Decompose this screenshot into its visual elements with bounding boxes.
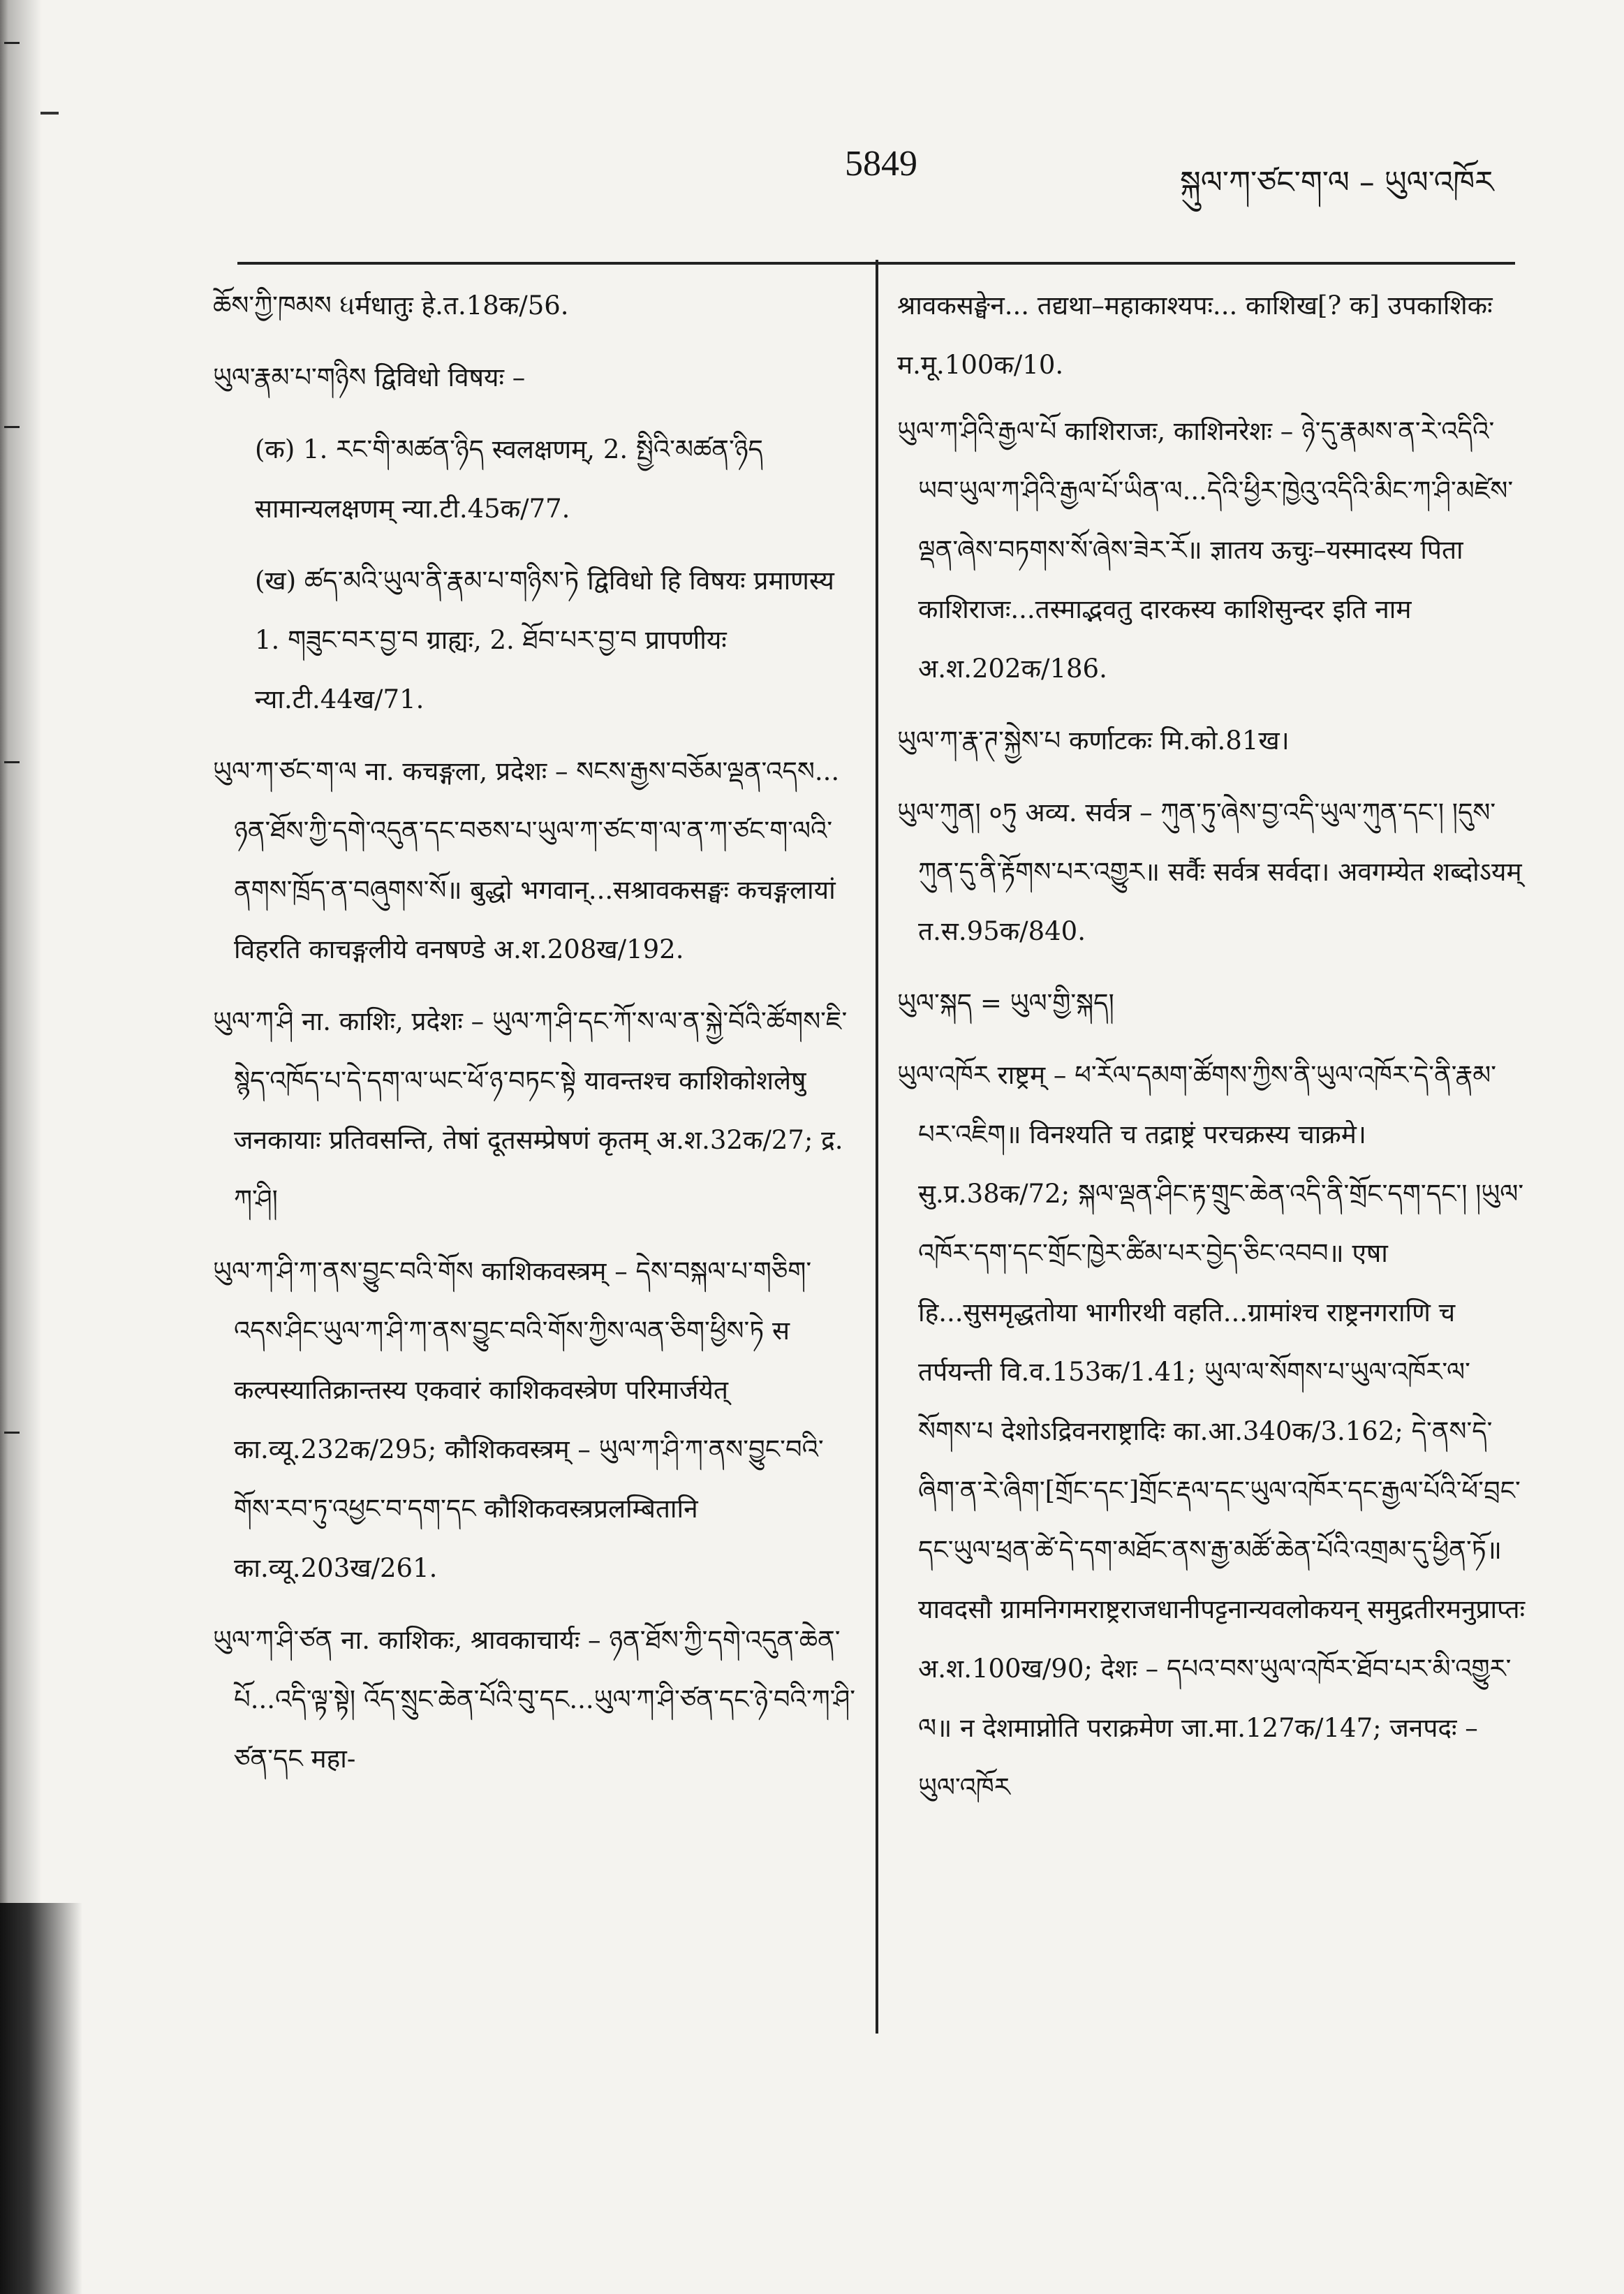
scan-binding-edge <box>0 0 49 2294</box>
dictionary-entry: ཡུལ་འཁོར राष्ट्रम् – ཕ་རོལ་དམག་ཚོགས་ཀྱིས་ནི་ཡུལ་འཁོར་དེ་ནི་རྣམ་པར་འཇིག॥ विनश्यति च तद्राष्ट्रं परचक्रस्य चाक्रमे। सु.प्र.38क/72; སྐལ་ལྡན་ཤིང་རྟ་གྲུང་ཆེན་འདི་ནི་གྲོང་དག་དང་། །ཡུལ་འཁོར་དག་དང་གྲོང་ཁྱེར་ཚིམ་པར་བྱེད་ཅིང་འབབ॥ एषा हि...सुसमृद्धतोया भागीरथी वहति...ग्रामांश्च राष्ट्रनगराणि च तर्पयन्ती वि.व.153क/1.41; ཡུལ་ལ་སོགས་པ་ཡུལ་འཁོར་ལ་སོགས་པ देशोऽद्रिवनराष्ट्रादिः का.आ.340क/3.162; དེ་ནས་དེ་ཞིག་ན་རེ་ཞིག་[གྲོང་དང་]གྲོང་རྡལ་དང་ཡུལ་འཁོར་དང་རྒྱལ་པོའི་ཕོ་བྲང་དང་ཡུལ་ཕྲན་ཚེ་དེ་དག་མཐོང་ནས་རྒྱ་མཚོ་ཆེན་པོའི་འགྲམ་དུ་ཕྱིན་ཏོ॥ यावदसौ ग्रामनिगमराष्ट्रराजधानीपट्टनान्यवलोकयन् समुद्रतीरमनुप्राप्तः अ.श.100ख/90; देशः – དཔའ་བས་ཡུལ་འཁོར་ཐོབ་པར་མི་འགྱུར་ལ॥ न देशमाप्नोति पराक्रमेण जा.मा.127क/147; जनपदः – ཡུལ་འཁོར <box>897 1060 1526 1802</box>
scan-mark <box>4 1432 20 1434</box>
dictionary-entry: ཡུལ་ཀ་ཤི ना. काशिः, प्रदेशः – ཡུལ་ཀ་ཤི་དང་ཀོ་ས་ལ་ན་སྐྱེ་བོའི་ཚོགས་ཇི་སྙེད་འཁོད་པ་དེ་དག་ལ་ཡང་ཕོ་ཉ་བཏང་སྟེ यावन्तश्च काशिकोशलेषु जनकायाः प्रतिवसन्ति, तेषां दूतसम्प्रेषणं कृतम् अ.श.32क/27; द्र. ཀ་ཤི། <box>213 1006 848 1214</box>
dictionary-entry: ཡུལ་ཀ་ཤིའི་རྒྱལ་པོ काशिराजः, काशिनरेशः – ཉེ་དུ་རྣམས་ན་རེ་འདིའི་ཡབ་ཡུལ་ཀ་ཤིའི་རྒྱལ་པོ་ཡིན་ལ...དེའི་ཕྱིར་ཁྱེའུ་འདིའི་མིང་ཀ་ཤི་མཛེས་ལྡན་ཞེས་བཏགས་སོ་ཞེས་ཟེར་རོ॥ ज्ञातय ऊचुः–यस्मादस्य पिता काशिराजः...तस्माद्भवतु दारकस्य काशिसुन्दर इति नाम अ.श.202क/186. <box>897 416 1514 684</box>
running-head: སྐུལ་ཀ་ཙང་ག་ལ – ཡུལ་འཁོར <box>1180 165 1494 200</box>
dictionary-entry: ཡུལ་ཀ་ཤི་ཙན ना. काशिकः, श्रावकाचार्यः – ཉན་ཐོས་ཀྱི་དགེ་འདུན་ཆེན་པོ...འདི་ལྟ་སྟེ། འོད་སྲུང་ཆེན་པོའི་བུ་དང...ཡུལ་ཀ་ཤི་ཙན་དང་ཉེ་བའི་ཀ་ཤི་ཙན་དང महा- <box>213 1625 856 1774</box>
dictionary-entry: ཡུལ་རྣམ་པ་གཉིས द्विविधो विषयः – <box>213 362 526 392</box>
left-column <box>213 276 862 1801</box>
dictionary-entry: ཡུལ་ཀུན། ०ཏུ अव्य. सर्वत्र – ཀུན་ཏུ་ཞེས་བྱ་འདི་ཡུལ་ཀུན་དང་། །དུས་ཀུན་དུ་ནི་རྟོགས་པར་འགྱུར॥ सर्वैः सर्वत्र सर्वदा। अवगम्येत शब्दोऽयम् त.स.95क/840. <box>897 797 1522 946</box>
dictionary-subentry: (क) 1. རང་གི་མཚན་ཉིད स्वलक्षणम्, 2. སྤྱིའི་མཚན་ཉིད सामान्यलक्षणम् न्या.टी.45क/77. <box>255 434 763 524</box>
dictionary-entry: ཡུལ་ཀ་ཤི་ཀ་ནས་བྱུང་བའི་གོས काशिकवस्त्रम् – དེས་བསྐལ་པ་གཅིག་འདས་ཤིང་ཡུལ་ཀ་ཤི་ཀ་ནས་བྱུང་བའི་གོས་ཀྱིས་ལན་ཅིག་ཕྱིས་ཏེ स कल्पस्यातिक्रान्तस्य एकवारं काशिकवस्त्रेण परिमार्जयेत् का.व्यू.232क/295; कौशिकवस्त्रम् – ཡུལ་ཀ་ཤི་ཀ་ནས་བྱུང་བའི་གོས་རབ་ཏུ་འཕྱང་བ་དག་དང कौशिकवस्त्रप्रलम्बितानि का.व्यू.203ख/261. <box>213 1256 824 1583</box>
dictionary-entry: श्रावकसङ्घेन... तद्यथा–महाकाश्यपः... काशिख[? क] उपकाशिकः म.मू.100क/10. <box>897 291 1493 380</box>
scan-mark <box>4 426 20 428</box>
page-number: 5849 <box>845 144 917 184</box>
scan-shadow <box>0 1903 84 2294</box>
scan-mark <box>40 112 59 115</box>
dictionary-entry: ཡུལ་ཀ་རྣ་ཊ་སྐྱེས་པ कर्णाटकः मि.को.81ख। <box>897 726 1290 756</box>
dictionary-entry: ཡུལ་སྐད = ཡུལ་གྱི་སྐད། <box>897 988 1114 1018</box>
dictionary-entry: ཆོས་ཀྱི་ཁམས ધर्मधातुः हे.त.18क/56. <box>213 291 569 321</box>
scan-mark <box>4 761 20 763</box>
right-column <box>897 276 1526 1830</box>
dictionary-entry: ཡུལ་ཀ་ཙང་ག་ལ ना. कचङ्गला, प्रदेशः – སངས་རྒྱས་བཅོམ་ལྡན་འདས... ཉན་ཐོས་ཀྱི་དགེ་འདུན་དང་བཅས་པ་ཡུལ་ཀ་ཙང་ག་ལ་ན་ཀ་ཙང་ག་ལའི་ནགས་ཁྲོད་ན་བཞུགས་སོ॥ बुद्धो भगवान्...सश्रावकसङ्घः कचङ्गलायां विहरति काचङ्गलीये वनषण्डे अ.श.208ख/192. <box>213 756 840 964</box>
scan-mark <box>4 42 20 44</box>
dictionary-subentry: (ख) ཚད་མའི་ཡུལ་ནི་རྣམ་པ་གཉིས་ཏེ द्विविधो हि विषयः प्रमाणस्य 1. གཟུང་བར་བྱ་བ ग्राह्यः, 2. ཐོབ་པར་བྱ་བ प्रापणीयः न्या.टी.44ख/71. <box>255 566 834 714</box>
column-divider <box>876 260 878 2034</box>
